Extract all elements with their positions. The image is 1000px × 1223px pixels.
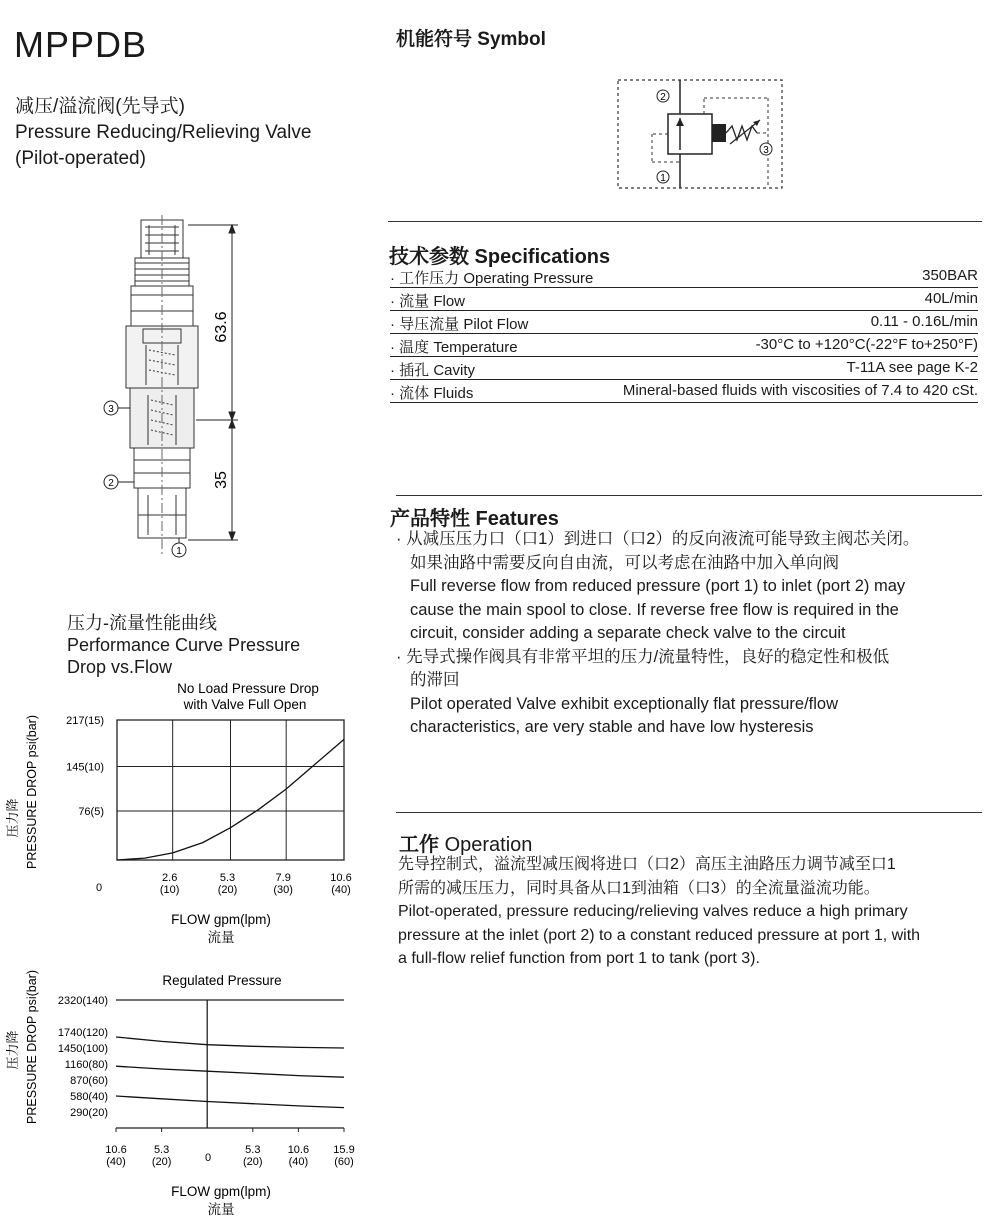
y-tick-label: 217(15) (66, 715, 104, 727)
operation-en-2: pressure at the inlet (port 2) to a constant reduced pressure at port 1, with (398, 926, 921, 944)
operation-en-3: a full-flow relief function from port 1 to tank (port 3). (398, 950, 760, 967)
spec-value: T-11A see page K-2 (846, 359, 978, 376)
spec-row-fluids (390, 380, 978, 403)
chart-title: No Load Pressure Drop (177, 681, 319, 696)
x-tick-label: (20) (217, 884, 238, 896)
operation-title-en: Operation (444, 834, 533, 856)
symbol-port-1: 1 (660, 173, 666, 184)
operation-body (398, 853, 988, 971)
spec-label: · 插孔 Cavity (390, 362, 476, 379)
spec-value: 40L/min (924, 290, 978, 307)
origin-label: 0 (204, 1152, 212, 1164)
x-tick-label: 2.6 (162, 872, 178, 884)
spec-label: · 温度 Temperature (390, 339, 518, 356)
x-axis-label-cn: 流量 (207, 930, 235, 945)
x-axis-label: FLOW gpm(lpm) (171, 1184, 271, 1199)
spec-label: · 流体 Fluids (390, 385, 474, 402)
feature-2-en: Pilot operated Valve exhibit exceptionally flat pressure/flow (410, 694, 839, 713)
y-axis-label: PRESSURE DROP psi(bar) (25, 970, 39, 1124)
y-tick-label: 2320(140) (57, 995, 108, 1007)
spec-value: 350BAR (922, 267, 978, 284)
perf-title-cn: 压力-流量性能曲线 (67, 613, 217, 633)
model-title: MPPDB (14, 24, 148, 65)
x-tick-label: (30) (273, 884, 293, 896)
operation-cn-2: 所需的减压压力，同时具备从口1到油箱（口3）的全流量溢流功能。 (398, 879, 880, 897)
y-axis-label-cn: 压力降 (5, 798, 20, 838)
feature-2-en-2: characteristics, are very stable and have low hysteresis (410, 718, 814, 736)
divider (396, 495, 982, 496)
spec-row-temperature (390, 334, 978, 357)
x-tick-label: (20) (243, 1156, 263, 1168)
feature-2-cn-2: 的滞回 (410, 671, 460, 689)
spec-row-pilot-flow (390, 311, 978, 334)
series-line-high (116, 1037, 344, 1048)
spec-label: · 流量 Flow (390, 293, 466, 310)
y-tick-label: 580(40) (70, 1091, 108, 1103)
feature-1-cn-2: 如果油路中需要反向自由流，可以考虑在油路中加入单向阀 (410, 553, 839, 572)
series-line-mid (116, 1066, 344, 1077)
chart-subtitle: with Valve Full Open (183, 697, 307, 712)
feature-2-cn: · 先导式操作阀具有非常平坦的压力/流量特性，良好的稳定性和极低 (396, 647, 890, 666)
valve-section-drawing (96, 215, 246, 560)
x-tick-label: (20) (151, 1156, 172, 1168)
feature-1-en-2: cause the main spool to close. If reverse free flow is required in the (410, 600, 899, 619)
divider (388, 221, 982, 222)
feature-1-cn: · 从减压压力口（口1）到进口（口2）的反向液流可能导致主阀芯关闭。 (396, 530, 920, 548)
spec-label: · 工作压力 Operating Pressure (390, 270, 594, 287)
perf-title-en-2: Drop vs.Flow (67, 657, 173, 677)
symbol-title: 机能符号 Symbol (396, 29, 546, 50)
x-tick-label: (40) (288, 1156, 309, 1168)
y-tick-label: 1740(120) (57, 1027, 108, 1039)
dimension-lower: 35 (213, 471, 230, 489)
drawing-port-1: 1 (176, 546, 182, 557)
product-name-en-2: (Pilot-operated) (15, 148, 146, 169)
x-tick-label: 5.3 (245, 1144, 261, 1156)
x-axis-label: FLOW gpm(lpm) (171, 912, 271, 927)
hydraulic-symbol (610, 76, 790, 192)
x-tick-label: (10) (159, 884, 180, 896)
dimension-upper: 63.6 (213, 311, 230, 343)
feature-1-en-3: circuit, consider adding a separate check valve to the circuit (410, 624, 846, 642)
product-name-en: Pressure Reducing/Relieving Valve (15, 122, 312, 143)
product-name-cn: 减压/溢流阀(先导式) (15, 96, 185, 117)
symbol-port-2: 2 (660, 92, 666, 103)
spec-value: -30°C to +120°C(-22°F to+250°F) (755, 336, 978, 353)
features-body (396, 528, 996, 740)
spec-value: 0.11 - 0.16L/min (870, 313, 978, 330)
specs-title: 技术参数 Specifications (389, 246, 611, 268)
x-tick-label: (40) (106, 1156, 126, 1168)
y-tick-label: 76(5) (78, 805, 104, 818)
y-tick-label: 1160(80) (64, 1059, 108, 1071)
feature-1-en: Full reverse flow from reduced pressure (port 1) to inlet (port 2) may (410, 577, 906, 595)
y-axis-label: PRESSURE DROP psi(bar) (25, 715, 39, 869)
x-axis-label-cn: 流量 (207, 1202, 235, 1217)
spec-row-flow (390, 288, 978, 311)
x-tick-label: 7.9 (275, 872, 291, 884)
perf-title-en: Performance Curve Pressure (67, 635, 301, 655)
spec-row-pressure (390, 265, 978, 288)
x-tick-label: 5.3 (219, 872, 236, 884)
operation-en: Pilot-operated, pressure reducing/relieving valves reduce a high primary (398, 903, 908, 920)
spec-row-cavity (390, 357, 978, 380)
series-line-low (116, 1096, 344, 1108)
chart-regulated-pressure (0, 968, 380, 1223)
divider (396, 812, 982, 813)
features-title: 产品特性 Features (390, 508, 559, 530)
chart-title: Regulated Pressure (162, 973, 282, 988)
y-tick-label: 145(10) (66, 761, 104, 774)
origin-label: 0 (95, 882, 103, 894)
x-tick-label: 10.6 (330, 872, 352, 884)
x-tick-label: 5.3 (153, 1144, 170, 1156)
drawing-port-2: 2 (108, 478, 114, 489)
spec-value: Mineral-based fluids with viscosities of 7.4 to 420 cSt. (622, 382, 978, 399)
y-tick-label: 290(20) (70, 1107, 108, 1119)
symbol-port-3: 3 (763, 145, 769, 156)
x-tick-label: (60) (334, 1156, 354, 1168)
operation-title-cn: 工作 (399, 834, 439, 856)
y-tick-label: 870(60) (70, 1075, 108, 1087)
spec-label: · 导压流量 Pilot Flow (390, 316, 529, 333)
x-tick-label: 10.6 (287, 1144, 310, 1156)
x-tick-label: (40) (331, 884, 351, 896)
y-tick-label: 1450(100) (57, 1043, 108, 1055)
x-tick-label: 10.6 (105, 1144, 127, 1156)
y-axis-label-cn: 压力降 (5, 1030, 20, 1070)
perf-title (67, 612, 300, 678)
chart-pressure-drop (0, 676, 380, 951)
operation-cn: 先导控制式，溢流型减压阀将进口（口2）高压主油路压力调节减至口1 (398, 856, 896, 873)
x-tick-label: 15.9 (333, 1144, 355, 1156)
drawing-port-3: 3 (108, 404, 114, 415)
